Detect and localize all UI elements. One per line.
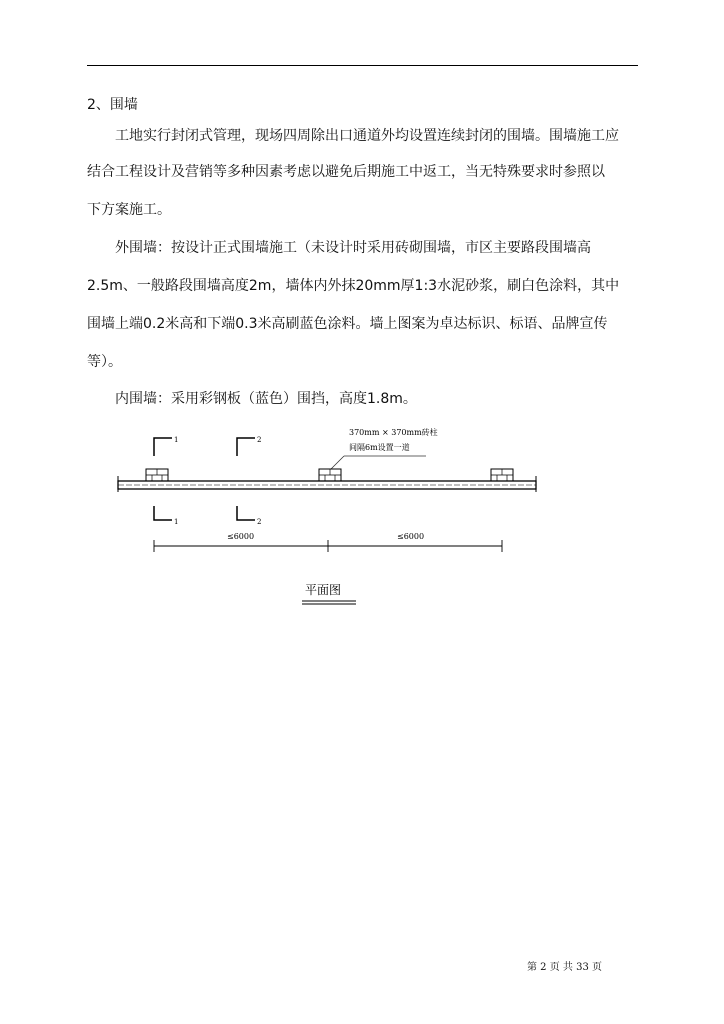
dimension-label: ≤6000 (227, 532, 255, 541)
paragraph-line: 内围墙：采用彩钢板（蓝色）围挡，高度1.8m。 (115, 391, 417, 407)
brick-pier (491, 469, 513, 481)
section-mark-label: 1 (174, 518, 179, 526)
paragraph-line: 2.5m、一般路段围墙高度2m，墙体内外抹20mm厚1:3水泥砂浆，刷白色涂料，其中 (87, 278, 620, 294)
note-text: 370mm × 370mm砖柱 (349, 428, 438, 437)
section-mark (154, 438, 172, 456)
wall-plan-figure (112, 420, 542, 620)
paragraph-line: 外围墙：按设计正式围墙施工（未设计时采用砖砌围墙，市区主要路段围墙高 (115, 240, 591, 256)
section-heading: 2、围墙 (87, 97, 138, 113)
section-mark (237, 506, 255, 520)
page-footer: 第 2 页 共 33 页 (527, 962, 602, 973)
figure-caption: 平面图 (305, 583, 342, 597)
brick-pier (146, 469, 168, 481)
paragraph-line: 等）。 (87, 354, 122, 370)
note-text: 间隔6m设置一道 (349, 443, 410, 452)
paragraph-line: 下方案施工。 (87, 202, 171, 218)
section-mark (237, 438, 255, 456)
paragraph-line: 结合工程设计及营销等多种因素考虑以避免后期施工中返工，当无特殊要求时参照以 (87, 164, 605, 180)
section-mark-label: 1 (174, 436, 179, 444)
header-rule (87, 65, 638, 66)
section-mark-label: 2 (257, 518, 262, 526)
dimension-label: ≤6000 (397, 532, 425, 541)
paragraph-line: 围墙上端0.2米高和下端0.3米高刷蓝色涂料。墙上图案为卓达标识、标语、品牌宣传 (87, 316, 608, 332)
leader-line (330, 456, 344, 470)
section-mark (154, 506, 172, 520)
paragraph-line: 工地实行封闭式管理，现场四周除出口通道外均设置连续封闭的围墙。围墙施工应 (115, 128, 619, 144)
brick-pier (319, 469, 341, 481)
section-mark-label: 2 (257, 436, 262, 444)
